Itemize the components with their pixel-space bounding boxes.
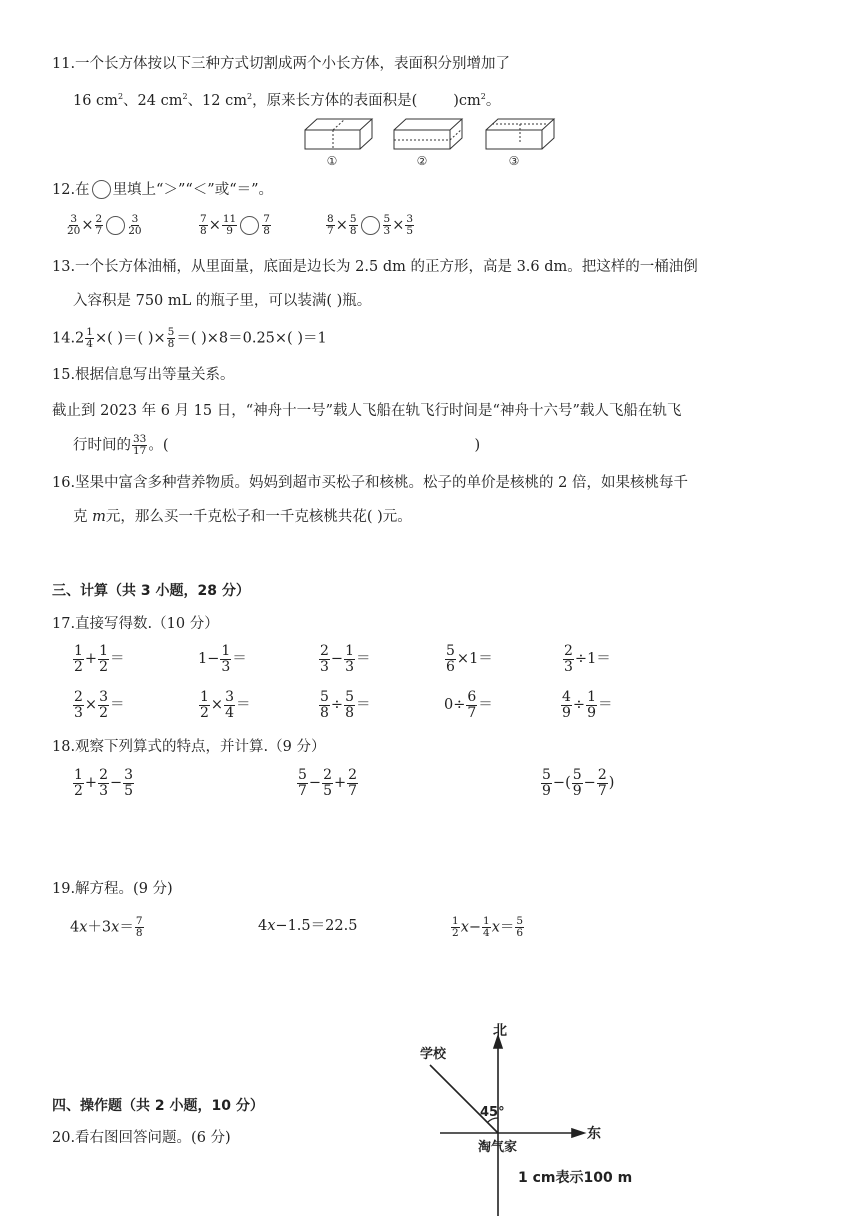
school-label: 学校 (420, 1047, 447, 1062)
q17-item: $\frac{5}{8}$ ÷ $\frac{5}{8}$ ＝ (320, 689, 371, 721)
answer-circle[interactable] (361, 216, 380, 235)
q17-item: $\frac{2}{3}$ ÷1＝ (564, 643, 611, 675)
q12-expr-3: $\frac{8}{7}$ × $\frac{5}{8}$ $\frac{5}{3}$ × $\frac{3}{5}$ (327, 213, 414, 238)
q17-item: $\frac{1}{2}$ × $\frac{3}{4}$ ＝ (200, 689, 251, 721)
q17-item: 1− $\frac{1}{3}$ ＝ (198, 643, 247, 675)
q15-line2: 行时间的 $\frac{33}{17}$ 。( ) (73, 433, 481, 458)
figure-label-3: ③ (508, 154, 520, 168)
q16-line2: 克 m元，那么买一千克松子和一千克核桃共花( )元。 (73, 509, 412, 525)
q19-equation-3: $\frac{1}{2}$ x− $\frac{1}{4}$ x＝ $\frac{5}{6}$ (452, 915, 524, 940)
cuboid-figure-3 (486, 119, 554, 149)
q17-item: $\frac{4}{9}$ ÷ $\frac{1}{9}$ ＝ (562, 689, 613, 721)
answer-circle[interactable] (106, 216, 125, 235)
q15-line1: 截止到 2023 年 6 月 15 日，“神舟十一号”载人飞船在轨飞行时间是“神舟十六号”载人飞船在轨飞 (52, 403, 682, 419)
cuboid-figures (300, 114, 565, 170)
q17-item: $\frac{2}{3}$ × $\frac{3}{2}$ ＝ (74, 689, 125, 721)
east-label: 东 (587, 1126, 601, 1142)
q19-equation-2: 4x−1.5＝22.5 (258, 918, 358, 934)
q11-line2: 16 $cm^2$、24 $cm^2$、12 $cm^2$，原来长方体的表面积是( )$cm^2$。 (73, 92, 501, 109)
direction-map (410, 1020, 640, 1216)
angle-label: 45° (480, 1105, 505, 1120)
figure-label-2: ② (416, 154, 428, 168)
q11-line1: 11.一个长方体按以下三种方式切割成两个小长方体，表面积分别增加了 (52, 56, 511, 72)
q15-title: 15.根据信息写出等量关系。 (52, 367, 235, 383)
east-arrow-icon (572, 1129, 584, 1137)
q13-line1: 13.一个长方体油桶，从里面量，底面是边长为 2.5 dm 的正方形，高是 3.6 dm。把这样的一桶油倒 (52, 259, 698, 275)
q14-line: 14.2 $\frac{1}{4}$ ×( )＝( )× $\frac{5}{8}$ ＝( )×8＝0.25×( )＝1 (52, 326, 327, 351)
q18-expr-3: $\frac{5}{9}$ −( $\frac{5}{9}$ − $\frac{2}{7}$ ) (542, 767, 615, 799)
answer-circle[interactable] (240, 216, 259, 235)
q19-equation-1: 4x＋3x＝ $\frac{7}{8}$ (70, 915, 143, 940)
cuboid-figure-1 (305, 119, 372, 149)
school-direction-line (430, 1065, 498, 1133)
compare-circle-icon (92, 180, 111, 199)
q17-item: 0÷ $\frac{6}{7}$ ＝ (444, 689, 493, 721)
q18-title: 18.观察下列算式的特点，并计算.（9 分） (52, 739, 326, 755)
q20-title: 20.看右图回答问题。(6 分) (52, 1130, 231, 1146)
q12-title: 12.在 里填上“＞”“＜”或“＝”。 (52, 182, 274, 198)
q18-expr-1: $\frac{1}{2}$ + $\frac{2}{3}$ − $\frac{3}{5}$ (74, 767, 134, 799)
q17-item: $\frac{5}{6}$ ×1＝ (446, 643, 493, 675)
figure-label-1: ① (326, 154, 338, 168)
q17-item: $\frac{2}{3}$ − $\frac{1}{3}$ ＝ (320, 643, 371, 675)
q13-line2: 入容积是 750 mL 的瓶子里，可以装满( )瓶。 (73, 293, 372, 309)
q19-title: 19.解方程。(9 分) (52, 881, 173, 897)
section-4-heading: 四、操作题（共 2 小题，10 分） (52, 1098, 264, 1114)
q17-item: $\frac{1}{2}$ + $\frac{1}{2}$ ＝ (74, 643, 125, 675)
q18-expr-2: $\frac{5}{7}$ − $\frac{2}{5}$ + $\frac{2}{7}$ (298, 767, 358, 799)
scale-label: 1 cm表示100 m (518, 1170, 633, 1186)
cuboid-figure-2 (394, 119, 462, 149)
home-label: 淘气家 (478, 1140, 518, 1155)
q12-expr-1: $\frac{3}{20}$ × $\frac{2}{7}$ $\frac{3}{20}$ (67, 213, 142, 238)
q17-title: 17.直接写得数.（10 分） (52, 616, 219, 632)
north-label: 北 (493, 1023, 507, 1039)
q16-line1: 16.坚果中富含多种营养物质。妈妈到超市买松子和核桃。松子的单价是核桃的 2 倍，如果核桃每千 (52, 475, 688, 491)
q12-expr-2: $\frac{7}{8}$ × $\frac{11}{9}$ $\frac{7}{8}$ (200, 213, 270, 238)
section-3-heading: 三、计算（共 3 小题，28 分） (52, 583, 250, 599)
